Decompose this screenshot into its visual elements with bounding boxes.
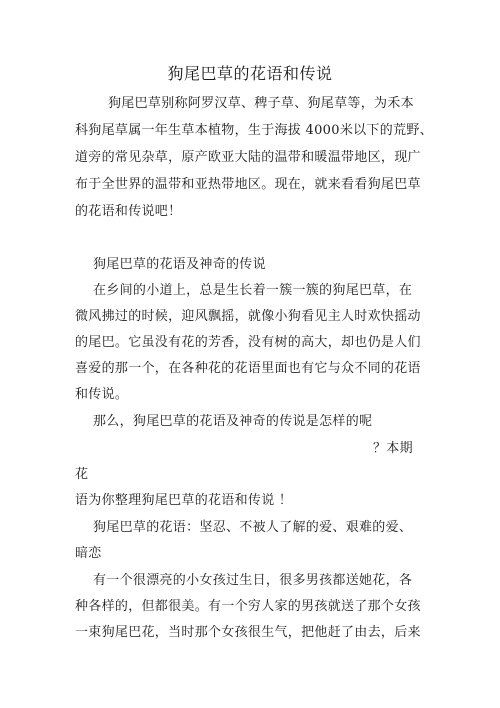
paragraph-line: 花 [75, 467, 89, 482]
document-title: 狗尾巴草的花语和传说 [167, 64, 333, 83]
paragraph-line: 暗恋 [75, 546, 102, 561]
paragraph-line: 布于全世界的温带和亚热带地区。现在，就来看看狗尾巴草 [75, 177, 421, 192]
paragraph-line: 和传说。 [75, 387, 129, 402]
section-heading: 狗尾巴草的花语及神奇的传说 [93, 257, 266, 272]
paragraph-line: 科狗尾草属一年生草本植物，生于海拔 4000米以下的荒野、 [75, 123, 433, 138]
paragraph-line: 微风拂过的时候，迎风飘摇，就像小狗看见主人时欢快摇动 [75, 309, 421, 324]
paragraph-line: 种各样的，但都很美。有一个穷人家的男孩就送了那个女孩 [75, 599, 421, 614]
paragraph-line: 狗尾巴草的花语：坚忍、不被人了解的爱、艰难的爱、 [93, 520, 413, 535]
paragraph-line: 有一个很漂亮的小女孩过生日，很多男孩都送她花，各 [93, 573, 413, 588]
paragraph-line: 在乡间的小道上，总是生长着一簇一簇的狗尾巴草，在 [93, 283, 413, 298]
paragraph-line: 喜爱的那一个，在各种花的花语里面也有它与众不同的花语 [75, 361, 421, 376]
paragraph-line: 一束狗尾巴花，当时那个女孩很生气，把他赶了由去，后来 [75, 625, 421, 640]
paragraph-line: 的花语和传说吧！ [75, 204, 182, 219]
paragraph-line: ？本期 [373, 441, 413, 456]
paragraph-line: 狗尾巴草别称阿罗汉草、稗子草、狗尾草等，为禾本 [108, 96, 414, 111]
paragraph-line: 那么，狗尾巴草的花语及神奇的传说是怎样的呢 [93, 414, 373, 429]
paragraph-line: 语为你整理狗尾巴草的花语和传说 ！ [75, 493, 293, 508]
paragraph-line: 的尾巴。它虽没有花的芳香，没有树的高大，却也仍是人们 [75, 335, 421, 350]
paragraph-line: 道旁的常见杂草，原产欧亚大陆的温带和暖温带地区，现广 [75, 150, 421, 165]
